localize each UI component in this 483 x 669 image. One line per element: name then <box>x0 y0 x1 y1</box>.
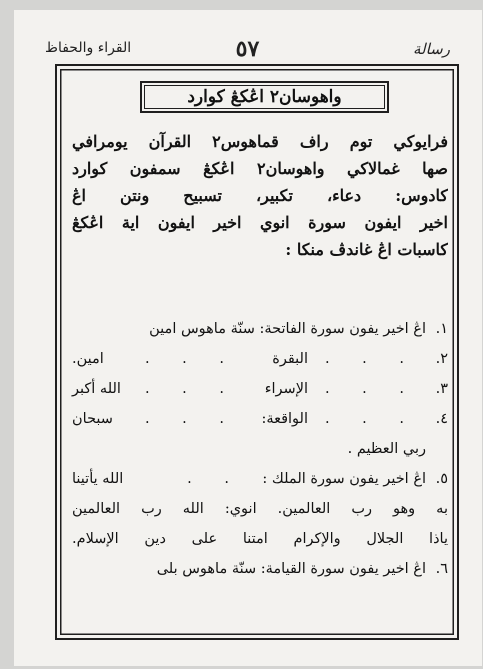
paragraph-line: اخير ايفون سورة انوي اخير ايفون اية اڠكڠ <box>72 213 448 232</box>
recitation-list <box>72 314 448 584</box>
paragraph-line: صها غمالاكي واهوسان٢ اڠكڠ سمفون كوارد <box>72 159 448 178</box>
paragraph-line: كاسبات اڠ غاندڤ منكا : <box>285 240 448 259</box>
surah-name: الواقعة: <box>261 411 308 427</box>
response-text: سبحان <box>72 411 113 427</box>
list-item <box>72 314 448 344</box>
item-number: ٤. <box>435 411 448 427</box>
item-continuation: ربي العظيم . <box>347 441 426 457</box>
ditto-marks: . . . <box>324 381 418 397</box>
page-number: ٥٧ <box>235 36 260 62</box>
item-text: اڠ اخير يفون سورة القيامة: سنّة ماهوس بلى <box>156 561 426 577</box>
item-text: اڠ اخير يفون سورة الملك : <box>262 471 426 487</box>
item-continuation: به وهو رب العالمين. انوي: الله رب العالمين <box>72 501 448 517</box>
list-item <box>72 374 448 404</box>
item-text: اڠ اخير يفون سورة الفاتحة: سنّة ماهوس امين <box>149 321 426 337</box>
paragraph-line: فرايوكي توم راف قماهوس٢ القرآن يومرافي <box>72 132 448 151</box>
response-text: امين. <box>72 351 104 367</box>
item-number: ٢. <box>435 351 448 367</box>
item-number: ١. <box>435 321 448 337</box>
response-text: الله يأتينا <box>72 471 124 487</box>
response-text: الله أكبر <box>72 381 121 397</box>
item-number: ٥. <box>435 471 448 487</box>
item-number: ٣. <box>435 381 448 397</box>
ditto-marks: . . . <box>144 351 238 367</box>
ditto-marks: . . . <box>324 351 418 367</box>
running-title-left: القراء والحفاظ <box>45 40 132 56</box>
ditto-marks: . . . <box>144 411 238 427</box>
list-item <box>72 464 448 494</box>
ditto-marks: . . . <box>144 381 238 397</box>
list-item <box>72 554 448 584</box>
surah-name: الإسراء <box>264 381 308 397</box>
list-item <box>72 344 448 374</box>
paragraph-line: كادوس: دعاء، تكبير، تسبيح ونتن اڠ <box>72 186 448 205</box>
ditto-marks: . . . <box>324 411 418 427</box>
intro-paragraph <box>72 128 448 263</box>
ditto-marks: . . <box>187 471 243 487</box>
list-item <box>72 404 448 434</box>
item-number: ٦. <box>435 561 448 577</box>
item-continuation: ياذا الجلال والإكرام امتنا على دين الإسلام. <box>72 531 448 547</box>
section-title: واهوسان٢ اڠكڠ كوارد <box>140 81 389 113</box>
page-header <box>45 36 450 60</box>
surah-name: البقرة <box>272 351 308 367</box>
running-title-right: رسالة <box>413 40 450 58</box>
